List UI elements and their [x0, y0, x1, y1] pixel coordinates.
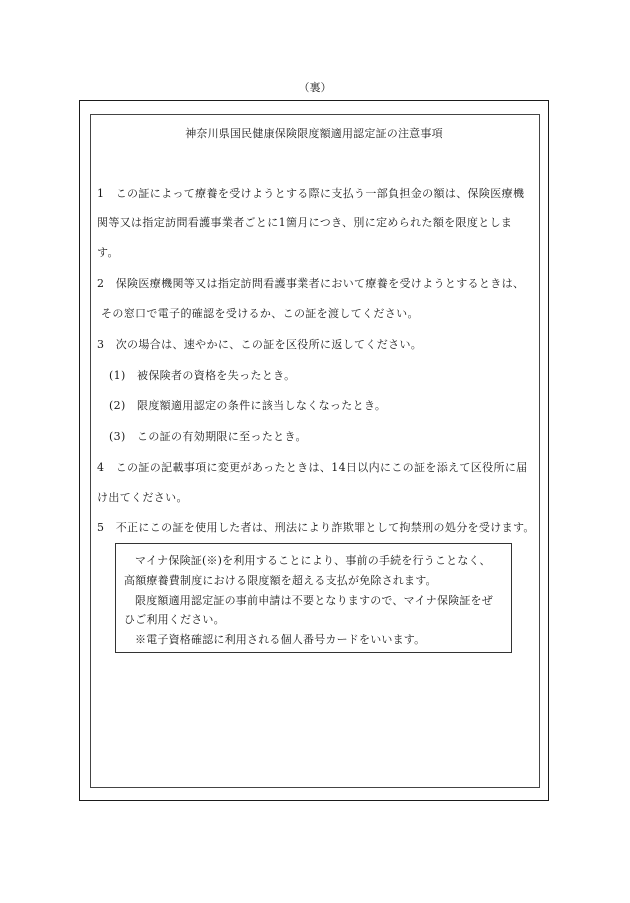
- document-title: 神奈川県国民健康保険限度額適用認定証の注意事項: [185, 127, 443, 140]
- back-side-mark: （裏）: [298, 81, 332, 94]
- sub-item-3: (3) この証の有効期限に至ったとき。: [109, 430, 307, 443]
- notice-line-2: 高額療養費制度における限度額を超える支払が免除されます。: [124, 574, 437, 587]
- item-1-line-2: 関等又は指定訪問看護事業者ごとに1箇月につき、別に定められた額を限度としま: [97, 216, 513, 229]
- notice-line-4: ひご利用ください。: [124, 613, 225, 626]
- notice-footnote: ※電子資格確認に利用される個人番号カードをいいます。: [135, 633, 426, 646]
- item-3-line-1: 3 次の場合は、速やかに、この証を区役所に返してください。: [97, 338, 423, 351]
- item-1-line-3: す。: [97, 246, 119, 259]
- item-4-line-1: 4 この証の記載事項に変更があったときは、14日以内にこの証を添えて区役所に届: [97, 461, 528, 474]
- item-4-line-2: け出てください。: [97, 491, 188, 504]
- sub-item-1: (1) 被保険者の資格を失ったとき。: [109, 369, 296, 382]
- item-2-line-2: その窓口で電子的確認を受けるか、この証を渡してください。: [101, 307, 419, 320]
- sub-item-2: (2) 限度額適用認定の条件に該当しなくなったとき。: [109, 399, 387, 412]
- notice-line-3: 限度額適用認定証の事前申請は不要となりますので、マイナ保険証をぜ: [135, 594, 493, 607]
- item-1-line-1: 1 この証によって療養を受けようとする際に支払う一部負担金の額は、保険医療機: [97, 187, 525, 200]
- item-2-line-1: 2 保険医療機関等又は指定訪問看護事業者において療養を受けようとするときは、: [97, 277, 525, 290]
- notice-line-1: マイナ保険証(※)を利用することにより、事前の手続を行うことなく、: [135, 554, 491, 567]
- item-5-line-1: 5 不正にこの証を使用した者は、刑法により詐欺罪として拘禁刑の処分を受けます。: [97, 521, 535, 534]
